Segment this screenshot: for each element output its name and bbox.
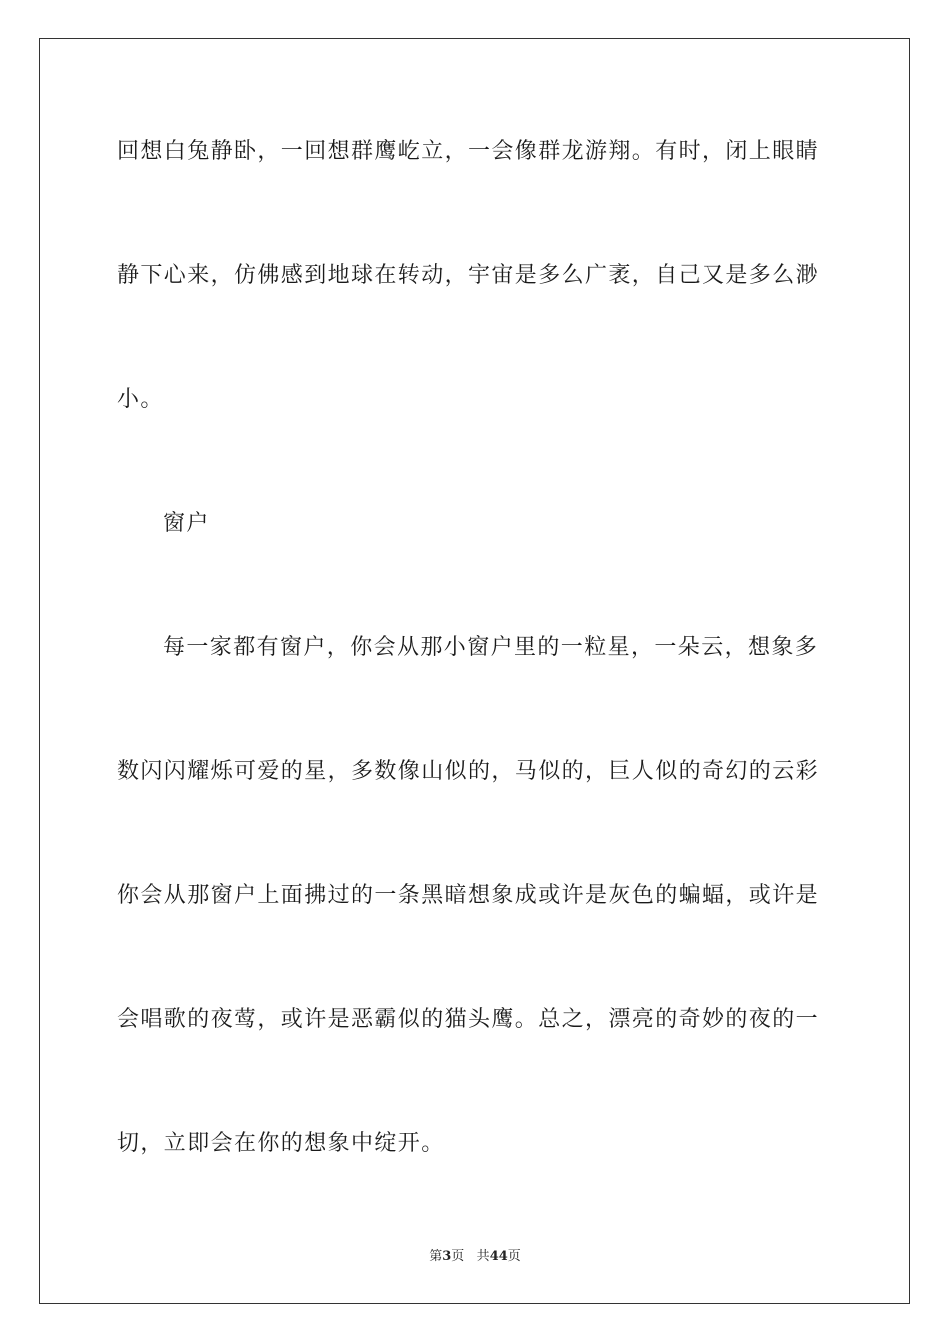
footer-total-suffix: 页 xyxy=(507,1249,521,1264)
body-line-8: 会唱歌的夜莺，或许是恶霸似的猫头鹰。总之，漂亮的奇妙的夜的一 xyxy=(117,1007,820,1032)
footer-total-pages: 44 xyxy=(489,1249,508,1264)
body-line-1: 回想白兔静卧，一回想群鹰屹立，一会像群龙游翔。有时，闭上眼睛 xyxy=(117,139,820,164)
footer-page-prefix: 第 xyxy=(429,1249,443,1264)
page-footer xyxy=(0,1249,950,1265)
body-line-7: 你会从那窗户上面拂过的一条黑暗想象成或许是灰色的蝙蝠，或许是 xyxy=(117,883,820,908)
body-line-9: 切，立即会在你的想象中绽开。 xyxy=(117,1131,445,1156)
body-line-2: 静下心来，仿佛感到地球在转动，宇宙是多么广袤，自己又是多么渺 xyxy=(117,263,820,288)
body-line-3: 小。 xyxy=(117,387,164,412)
footer-page-suffix: 页 xyxy=(451,1249,465,1264)
section-heading: 窗户 xyxy=(163,511,210,536)
footer-page-number: 3 xyxy=(442,1249,452,1264)
page-border xyxy=(39,38,910,1304)
body-line-5: 每一家都有窗户，你会从那小窗户里的一粒星，一朵云，想象多 xyxy=(163,635,819,660)
footer-total-prefix: 共 xyxy=(476,1249,490,1264)
body-line-6: 数闪闪耀烁可爱的星，多数像山似的，马似的，巨人似的奇幻的云彩 xyxy=(117,759,820,784)
